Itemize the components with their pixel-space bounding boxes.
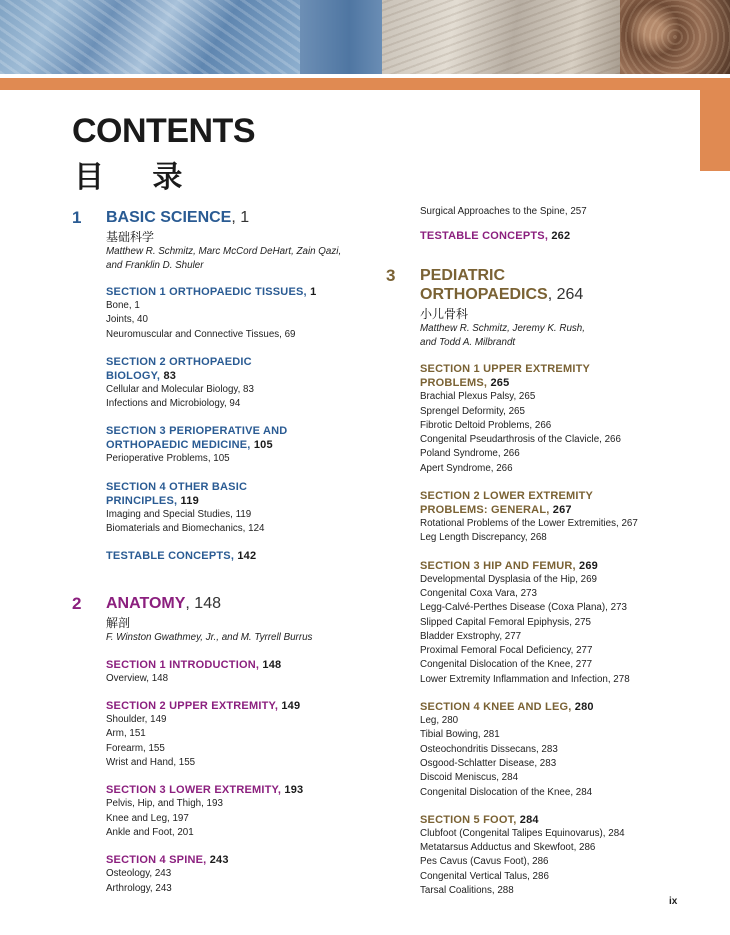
section-heading-link[interactable]: SECTION 2 ORTHOPAEDIC BIOLOGY, 83	[106, 355, 252, 382]
toc-item[interactable]: Slipped Capital Femoral Epiphysis, 275	[420, 616, 591, 628]
author-line: Matthew R. Schmitz, Marc McCord DeHart, Zain Qazi,	[106, 246, 342, 257]
section	[420, 559, 686, 687]
section	[106, 783, 372, 840]
chapter-title-link[interactable]	[106, 208, 372, 227]
toc-item[interactable]: Leg, 280	[420, 715, 459, 727]
section-heading-link[interactable]: SECTION 1 UPPER EXTREMITY PROBLEMS, 265	[420, 363, 591, 390]
toc-item[interactable]: Infections and Microbiology, 94	[106, 398, 241, 410]
testable-concepts-link[interactable]: TESTABLE CONCEPTS, 262	[420, 230, 571, 243]
chapter-title-link[interactable]	[106, 594, 372, 613]
chapter-number: 1	[72, 208, 82, 227]
section-heading-link[interactable]: SECTION 2 LOWER EXTREMITY PROBLEMS: GENERAL, 267	[420, 490, 594, 517]
section	[420, 229, 686, 243]
toc-item[interactable]: Rotational Problems of the Lower Extremities, 267	[420, 518, 638, 530]
toc-item[interactable]: Congenital Pseudarthrosis of the Clavicle, 266	[420, 434, 621, 446]
orange-edge-tab	[700, 78, 730, 171]
toc-item[interactable]: Cellular and Molecular Biology, 83	[106, 383, 254, 395]
toc-item[interactable]: Bladder Exstrophy, 277	[420, 630, 522, 642]
page-number: ix	[669, 896, 678, 907]
chapter-page: , 1	[231, 209, 250, 226]
toc-item[interactable]: Legg-Calvé-Perthes Disease (Coxa Plana), 273	[420, 602, 627, 614]
toc-item[interactable]: Poland Syndrome, 266	[420, 448, 520, 460]
section-heading-link[interactable]: SECTION 4 OTHER BASIC PRINCIPLES, 119	[106, 480, 248, 507]
chapter-title-cn: 小儿骨科	[420, 307, 469, 322]
chapter-3	[386, 266, 686, 898]
toc-item[interactable]: Congenital Dislocation of the Knee, 277	[420, 659, 593, 671]
author-line: and Franklin D. Shuler	[106, 259, 204, 271]
section	[106, 424, 372, 466]
section	[106, 480, 372, 537]
header-banner-image	[0, 0, 730, 74]
toc-item[interactable]: Developmental Dysplasia of the Hip, 269	[420, 573, 597, 585]
testable-concepts-link[interactable]: TESTABLE CONCEPTS, 142	[106, 550, 257, 563]
chapter-title-cn: 基础科学	[106, 230, 155, 244]
toc-item[interactable]: Proximal Femoral Focal Deficiency, 277	[420, 645, 593, 657]
page-title: CONTENTS	[72, 112, 255, 150]
chapter-number: 2	[72, 594, 82, 614]
toc-item[interactable]: Pes Cavus (Cavus Foot), 286	[420, 856, 549, 868]
toc-item[interactable]: Surgical Approaches to the Spine, 257	[420, 206, 587, 217]
section	[106, 355, 372, 412]
chapter-authors	[106, 245, 372, 272]
toc-item[interactable]: Lower Extremity Inflammation and Infection, 278	[420, 673, 630, 685]
section-heading-link[interactable]: SECTION 1 INTRODUCTION, 148	[106, 658, 282, 671]
toc-item[interactable]: Fibrotic Deltoid Problems, 266	[420, 419, 552, 431]
contents-right-column	[386, 205, 686, 898]
toc-item[interactable]: Overview, 148	[106, 672, 169, 684]
toc-item[interactable]: Neuromuscular and Connective Tissues, 69	[106, 328, 296, 340]
section	[106, 285, 372, 342]
toc-item[interactable]: Congenital Vertical Talus, 286	[420, 870, 549, 882]
section	[106, 853, 372, 896]
section	[106, 549, 372, 563]
section-heading-link[interactable]: SECTION 2 UPPER EXTREMITY, 149	[106, 700, 301, 713]
toc-item[interactable]: Forearm, 155	[106, 742, 165, 754]
toc-item[interactable]: Wrist and Hand, 155	[106, 757, 196, 769]
chapter-1	[72, 208, 372, 563]
toc-item[interactable]: Biomaterials and Biomechanics, 124	[106, 523, 265, 535]
banner-panel-beige-texture	[382, 0, 620, 74]
chapter-2	[72, 594, 372, 895]
section-heading-link[interactable]: SECTION 4 KNEE AND LEG, 280	[420, 701, 594, 714]
toc-item[interactable]: Brachial Plexus Palsy, 265	[420, 391, 536, 403]
toc-item[interactable]: Arm, 151	[106, 728, 146, 740]
banner-panel-blue-dark	[300, 0, 382, 74]
toc-item[interactable]: Metatarsus Adductus and Skewfoot, 286	[420, 842, 596, 854]
author-line: and Todd A. Milbrandt	[420, 336, 516, 348]
section-heading-link[interactable]: SECTION 4 SPINE, 243	[106, 854, 229, 867]
chapter-2-continued	[386, 205, 686, 243]
toc-item[interactable]: Leg Length Discrepancy, 268	[420, 532, 547, 544]
banner-panel-blue-texture	[0, 0, 300, 74]
toc-item[interactable]: Sprengel Deformity, 265	[420, 405, 525, 417]
chapter-page: , 148	[185, 595, 221, 613]
section	[420, 362, 686, 476]
toc-item[interactable]: Arthrology, 243	[106, 882, 172, 894]
section	[106, 658, 372, 686]
toc-item[interactable]: Perioperative Problems, 105	[106, 453, 230, 465]
toc-item[interactable]: Apert Syndrome, 266	[420, 462, 513, 474]
chapter-title-text: BASIC SCIENCE	[106, 209, 232, 226]
page-title-cn: 目 录	[74, 161, 203, 194]
toc-item[interactable]: Ankle and Foot, 201	[106, 826, 194, 838]
section-heading-link[interactable]: SECTION 3 HIP AND FEMUR, 269	[420, 559, 598, 572]
toc-item[interactable]: Bone, 1	[106, 300, 140, 311]
toc-item[interactable]: Discoid Meniscus, 284	[420, 772, 519, 784]
section-heading-link[interactable]: SECTION 3 PERIOPERATIVE AND ORTHOPAEDIC MEDICINE, 105	[106, 425, 288, 452]
chapter-title-link[interactable]: PEDIATRIC ORTHOPAEDICS, 264	[420, 267, 584, 304]
toc-item[interactable]: Imaging and Special Studies, 119	[106, 508, 252, 520]
chapter-authors	[106, 631, 372, 645]
contents-left-column	[72, 208, 372, 896]
section-heading-link[interactable]: SECTION 1 ORTHOPAEDIC TISSUES, 1	[106, 286, 317, 298]
section	[106, 699, 372, 770]
toc-item[interactable]: Osteochondritis Dissecans, 283	[420, 743, 558, 755]
section	[420, 489, 686, 546]
toc-item[interactable]: Clubfoot (Congenital Talipes Equinovarus), 284	[420, 827, 625, 839]
chapter-number: 3	[386, 266, 396, 286]
banner-panel-bone-texture	[620, 0, 730, 74]
section-heading-link[interactable]: SECTION 3 LOWER EXTREMITY, 193	[106, 784, 304, 797]
toc-item[interactable]: Osteology, 243	[106, 868, 172, 880]
chapter-title-text: ANATOMY	[106, 595, 186, 613]
toc-item[interactable]: Congenital Coxa Vara, 273	[420, 587, 537, 599]
author-line: Matthew R. Schmitz, Jeremy K. Rush,	[420, 323, 585, 335]
section	[420, 813, 686, 898]
toc-item[interactable]: Tibial Bowing, 281	[420, 729, 500, 741]
chapter-title-cn: 解剖	[106, 616, 131, 631]
toc-item[interactable]: Shoulder, 149	[106, 714, 167, 726]
toc-item[interactable]: Joints, 40	[106, 314, 148, 326]
section	[420, 700, 686, 800]
toc-item[interactable]: Osgood-Schlatter Disease, 283	[420, 757, 557, 769]
author-line: F. Winston Gwathmey, Jr., and M. Tyrrell Burrus	[106, 632, 313, 644]
chapter-authors	[420, 322, 686, 349]
toc-item[interactable]: Knee and Leg, 197	[106, 812, 189, 824]
toc-item[interactable]: Congenital Dislocation of the Knee, 284	[420, 786, 593, 798]
section-heading-link[interactable]: SECTION 5 FOOT, 284	[420, 813, 539, 826]
orange-divider-bar	[0, 78, 700, 90]
toc-item[interactable]: Tarsal Coalitions, 288	[420, 885, 514, 897]
toc-item[interactable]: Pelvis, Hip, and Thigh, 193	[106, 798, 223, 810]
